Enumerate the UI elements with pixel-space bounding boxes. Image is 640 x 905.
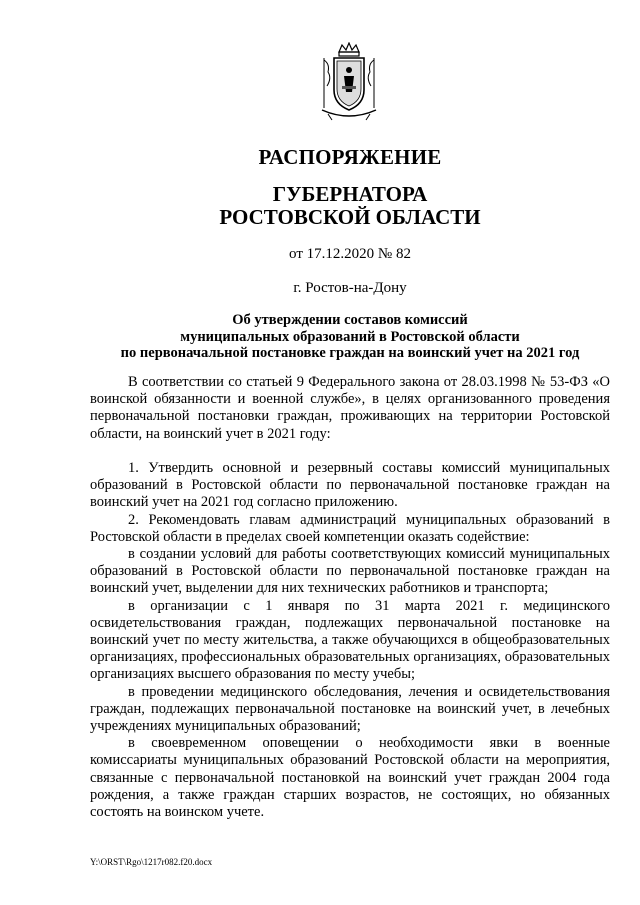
- preamble-paragraph: В соответствии со статьей 9 Федерального закона от 28.03.1998 № 53-ФЗ «О воинской обязанности и военной службе», в целях организованного проведения первоначальной постановки граждан, проживающих на территории Ростовской области, на воинский учет в 2021 году:: [90, 374, 610, 442]
- preamble-block: [90, 374, 610, 443]
- document-city: г. Ростов-на-Дону: [293, 280, 407, 296]
- file-path-footer: Y:\ORST\Rgo\1217r082.f20.docx: [90, 857, 213, 867]
- item-paragraph: 2. Рекомендовать главам администраций муниципальных образований в Ростовской области в пределах своей компетенции оказать содействие:: [90, 511, 610, 545]
- subject-line3: по первоначальной постановке граждан на воинский учет на 2021 год: [120, 345, 580, 361]
- item-paragraph: в организации с 1 января по 31 марта 2021 г. медицинского освидетельствования граждан, подлежащих первоначальной постановке на воинский учет по месту жительства, а также обучающихся в общеобразовательных организациях, профессиональных образовательных организациях, образовательных организациях высшего образования по месту учебы;: [90, 597, 610, 683]
- issuer-title-line1: ГУБЕРНАТОРА: [272, 182, 428, 206]
- item-paragraph: 1. Утвердить основной и резервный составы комиссий муниципальных образований в Ростовской области по первоначальной постановке граждан на воинский учет на 2021 год согласно приложению.: [90, 460, 610, 511]
- item-paragraph: в проведении медицинского обследования, лечения и освидетельствования граждан, подлежащих первоначальной постановке на воинский учет, в лечебных учреждениях муниципальных образований;: [90, 683, 610, 735]
- item-paragraph: в создании условий для работы соответствующих комиссий муниципальных образований в Ростовской области по первоначальной постановке граждан на воинский учет, выделении для них технических работников и транспорта;: [90, 546, 610, 597]
- document-subject: [90, 312, 610, 362]
- item-paragraph: в своевременном оповещении о необходимости явки в военные комиссариаты муниципальных образований Ростовской области на мероприятия, связанные с первоначальной постановкой на воинский учет граждан 2004 года рождения, а также граждан старших возрастов, не состоящих, но обязанных состоять на воинском учете.: [90, 735, 610, 821]
- body-items: [90, 460, 610, 821]
- coat-of-arms-icon: [318, 42, 380, 124]
- subject-line1: Об утверждении составов комиссий: [232, 312, 468, 328]
- issuer-title-line2: РОСТОВСКОЙ ОБЛАСТИ: [219, 205, 481, 229]
- document-type: РАСПОРЯЖЕНИЕ: [258, 145, 442, 169]
- document-date: от 17.12.2020 № 82: [289, 246, 411, 262]
- subject-line2: муниципальных образований в Ростовской области: [180, 328, 520, 345]
